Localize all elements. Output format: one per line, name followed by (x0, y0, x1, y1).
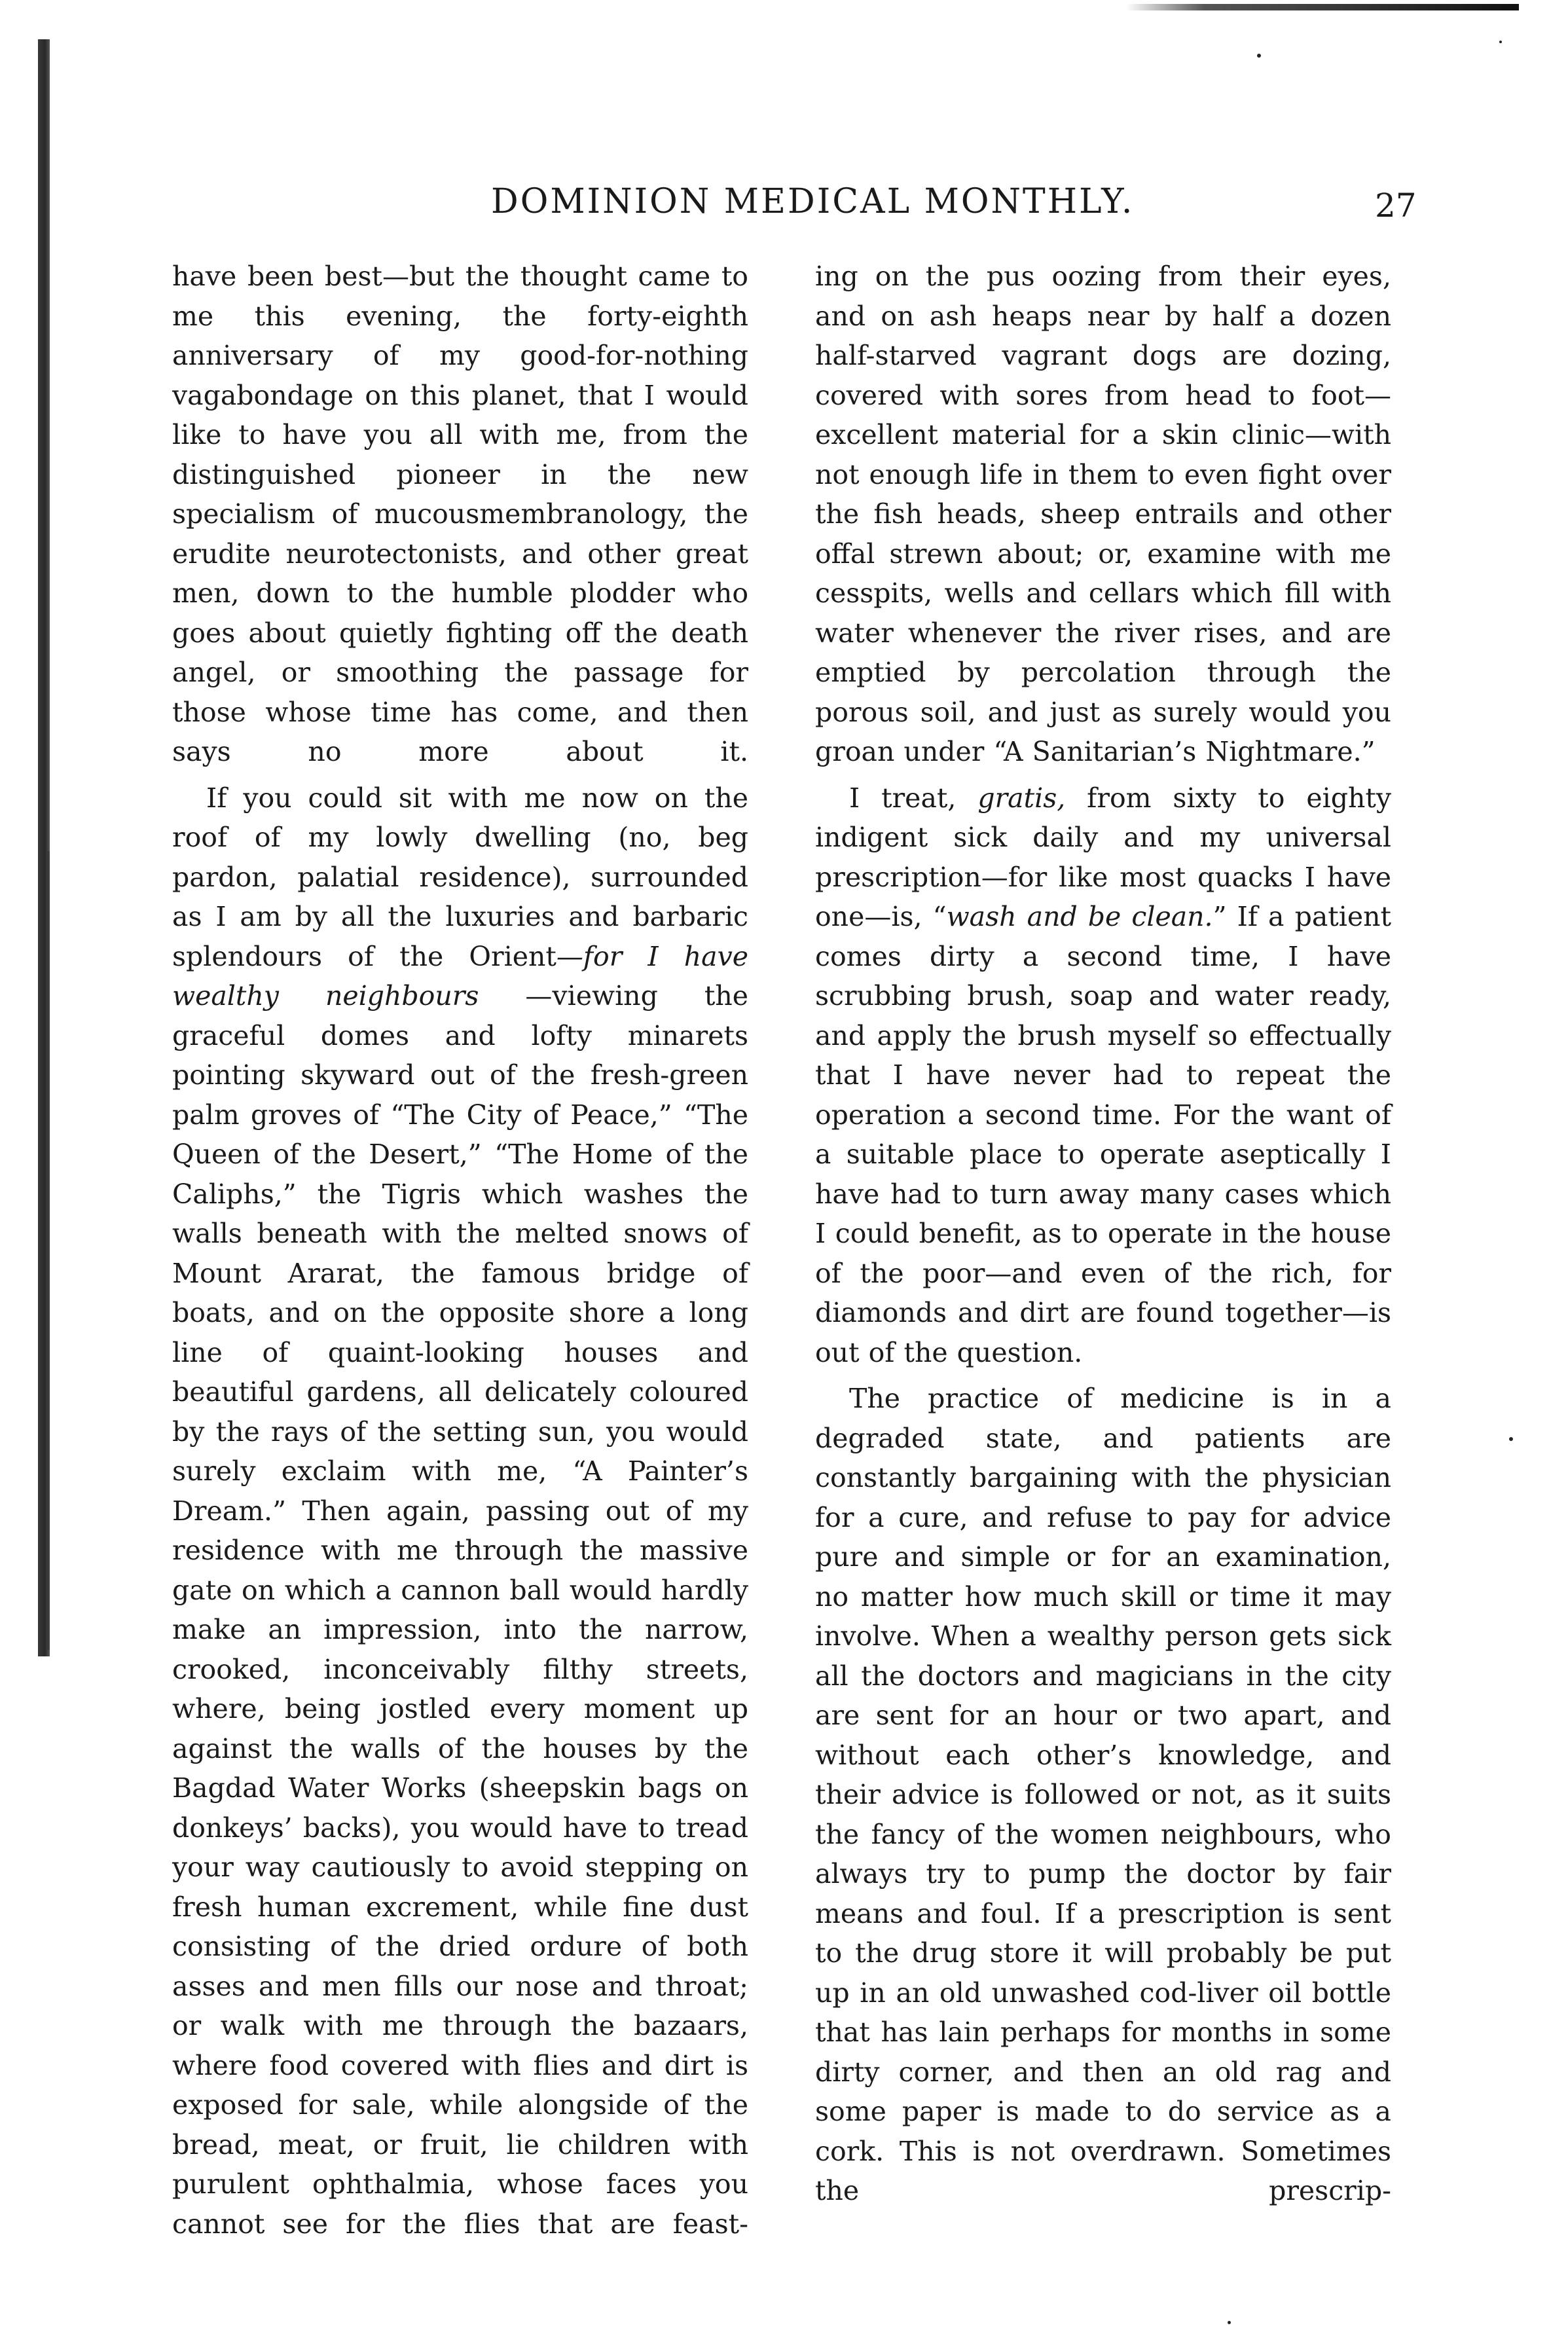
paragraph: ing on the pus oozing from their eyes, and on ash heaps near by half a dozen half-starved vagrant dogs are dozing, covered with sores from head to foot—excellent material for a skin clinic—with not enough life in them to even fight over the fish heads, sheep entrails and other offal strewn about; or, examine with me cesspits, wells and cellars which fill with water whenever the river rises, and are emptied by percolation through the porous soil, and just as surely would you groan under “A Sanitarian’s Nightmare.” (815, 261, 1391, 767)
paragraph-text: from sixty to eighty indigent sick daily and my universal prescription—for like most quacks I have one—is, “ (815, 782, 1391, 932)
paragraph: have been best—but the thought came to me this evening, the forty-eighth anniversary of my good-for-nothing vagabondage on this planet, that I would like to have you all with me, from the distinguished pioneer in the new specialism of mucousmembranology, the erudite neurotectonists, and other great men, down to the humble plodder who goes about quietly fighting off the death angel, or smoothing the passage for those whose time has come, and then says no more about it. (172, 261, 748, 767)
right-column (815, 257, 1391, 2211)
paragraph-text: —viewing the graceful domes and lofty minarets pointing skyward out of the fresh-green palm groves of “The City of Peace,” “The Queen of the Desert,” “The Home of the Caliphs,” the Tigris which washes the walls beneath with the melted snows of Mount Ararat, the famous bridge of boats, and on the opposite shore a long line of quaint-looking houses and beautiful gardens, all delicately coloured by the rays of the setting sun, you would surely exclaim with me, “A Painter’s Dream.” Then again, passing out of my residence with me through the massive gate on which a cannon ball would hardly make an impression, into the narrow, crooked, inconceivably filthy streets, where, being jostled every moment up against the walls of the houses by the Bagdad Water Works (sheepskin bags on donkeys’ backs), you would have to tread your way cautiously to avoid stepping on fresh human excrement, while fine dust consisting of the dried ordure of both asses and men fills our nose and throat; or walk with me through the bazaars, where food covered with flies and dirt is exposed for sale, while alongside of the bread, meat, or fruit, lie children with purulent ophthalmia, whose faces you cannot see for the flies that are feast- (172, 980, 749, 2240)
italic-text: gratis, (977, 782, 1066, 814)
paragraph (172, 778, 748, 2244)
left-column (172, 257, 748, 2244)
scan-speck (1228, 2321, 1231, 2324)
paragraph: The practice of medicine is in a degraded state, and patients are constantly bargaining with the physician for a cure, and refuse to pay for advice pure and simple or for an examination, no matter how much skill or time it may involve. When a wealthy person gets sick all the doctors and magicians in the city are sent for an hour or two apart, and without each other’s knowledge, and their advice is followed or not, as it suits the fancy of the women neighbours, who always try to pump the doctor by fair means and foul. If a prescription is sent to the drug store it will probably be put up in an old unwashed cod-liver oil bottle that has lain perhaps for months in some dirty corner, and then an old rag and some paper is made to do service as a cork. This is not overdrawn. Sometimes the prescrip- (815, 1383, 1391, 2206)
scan-speck (1499, 41, 1502, 43)
scan-speck (1257, 54, 1261, 58)
italic-text: —for I have wealthy neighbours (172, 940, 748, 1012)
page-header (0, 175, 1568, 228)
scan-top-edge-mark (1126, 4, 1519, 10)
italic-text: wash and be clean. (946, 901, 1213, 932)
paragraph-text: If you could sit with me now on the roof of my lowly dwelling (no, beg pardon, palatial residence), surrounded as I am by all the luxuries and barbaric splendours of the Orient (172, 782, 748, 972)
paragraph-text: ” If a patient comes dirty a second time, I have scrubbing brush, soap and water ready, and apply the brush myself so effectually that I have never had to repeat the operation a second time. For the want of a suitable place to operate aseptically I have had to turn away many cases which I could benefit, as to operate in the house of the poor—and even of the rich, for diamonds and dirt are found together—is out of the question. (815, 901, 1391, 1368)
scan-speck (1509, 1437, 1513, 1441)
page-number: 27 (1375, 187, 1417, 225)
paragraph (815, 778, 1391, 1373)
binding-shadow-inner (47, 851, 50, 1650)
paragraph-text: I treat, (849, 782, 978, 814)
running-head: DOMINION MEDICAL MONTHLY. (491, 182, 1135, 221)
